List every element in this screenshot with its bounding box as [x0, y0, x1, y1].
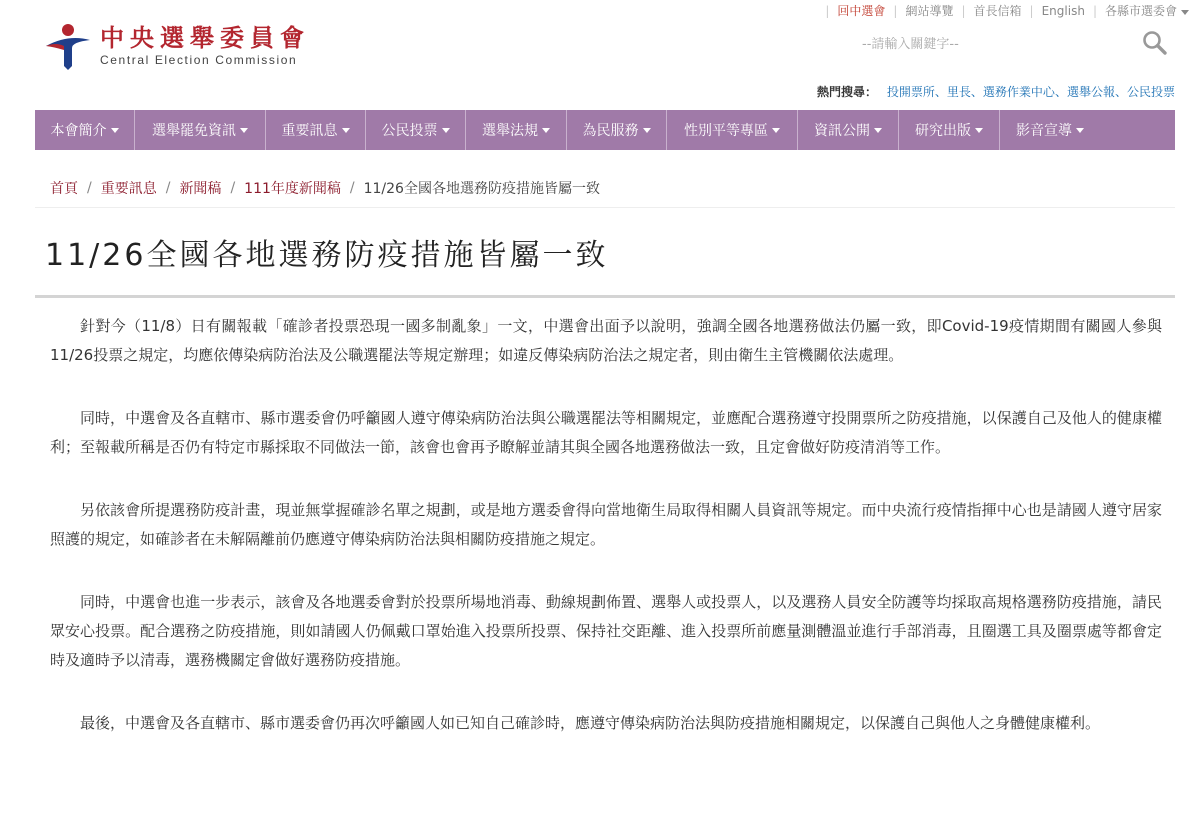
nav-item-label: 選舉法規 [482, 123, 538, 139]
article-body [50, 312, 1162, 772]
article-paragraph: 針對今（11/8）日有關報載「確診者投票恐現一國多制亂象」一文，中選會出面予以說明，強調全國各地選務做法仍屬一致，即Covid-19疫情期間有關國人參與11/26投票之規定，均應依傳染病防治法及公職選罷法等規定辦理；如違反傳染病防治法之規定者，則由衛生主管機關依法處理。 [50, 317, 1162, 364]
separator: 、 [970, 85, 983, 99]
nav-item-label: 選舉罷免資訊 [152, 123, 236, 139]
hot-search-label: 熱門搜尋： [817, 85, 878, 99]
ballot-figure-icon [42, 20, 94, 70]
logo-chinese-name: 中央選舉委員會 [100, 22, 310, 52]
nav-item-services[interactable] [567, 110, 667, 150]
toplink-home[interactable]: 回中選會 [837, 4, 886, 18]
county-committees-label: 各縣市選委會 [1104, 4, 1177, 18]
caret-down-icon [1181, 10, 1189, 15]
logo-english-name: Central Election Commission [100, 52, 298, 67]
search-input[interactable] [862, 37, 1122, 52]
toplink-english[interactable]: English [1041, 3, 1085, 18]
separator: / [165, 180, 171, 196]
breadcrumb-press-releases[interactable]: 新聞稿 [179, 181, 222, 197]
breadcrumb-home[interactable]: 首頁 [50, 181, 78, 197]
separator: 、 [934, 85, 947, 99]
utility-links [817, 2, 1189, 19]
page-title: 11/26全國各地選務防疫措施皆屬一致 [45, 238, 609, 273]
caret-down-icon [772, 128, 780, 133]
article-paragraph: 最後，中選會及各直轄市、縣市選委會仍再次呼籲國人如已知自己確診時，應遵守傳染病防治法與防疫措施相關規定，以保護自己與他人之身體健康權利。 [80, 714, 1101, 732]
nav-item-label: 研究出版 [915, 123, 971, 139]
article-paragraph: 同時，中選會及各直轄市、縣市選委會仍呼籲國人遵守傳染病防治法與公職選罷法等相關規定，並應配合選務遵守投開票所之防疫措施，以保護自己及他人的健康權利；至報載所稱是否仍有特定市縣採取不同做法一節，該會也會再予瞭解並請其與全國各地選務做法一致，且定會做好防疫清消等工作。 [50, 409, 1162, 456]
nav-item-label: 本會簡介 [50, 123, 107, 139]
nav-item-elections[interactable] [135, 110, 266, 150]
separator: | [1092, 3, 1097, 18]
separator: 、 [1114, 85, 1127, 99]
search-box [862, 30, 1172, 58]
breadcrumb [50, 178, 600, 198]
caret-down-icon [111, 128, 119, 133]
separator: / [230, 180, 236, 196]
logo-text [100, 24, 310, 67]
toplink-mailbox[interactable]: 首長信箱 [973, 4, 1022, 18]
nav-item-gender-equality[interactable] [667, 110, 798, 150]
nav-item-label: 重要訊息 [281, 123, 338, 139]
nav-item-label: 資訊公開 [814, 123, 870, 139]
caret-down-icon [542, 128, 550, 133]
hot-search [817, 83, 1175, 100]
nav-item-label: 影音宣導 [1016, 123, 1072, 139]
divider [35, 207, 1175, 208]
caret-down-icon [240, 128, 248, 133]
separator: / [87, 180, 92, 196]
nav-item-label: 公民投票 [381, 123, 438, 139]
caret-down-icon [342, 128, 350, 133]
breadcrumb-news[interactable]: 重要訊息 [100, 181, 157, 197]
breadcrumb-current: 11/26全國各地選務防疫措施皆屬一致 [363, 181, 600, 197]
hot-search-item[interactable]: 投開票所 [886, 85, 935, 99]
article-paragraph: 另依該會所提選務防疫計畫，現並無掌握確診名單之規劃，或是地方選委會得向當地衛生局取得相關人員資訊等規定。而中央流行疫情指揮中心也是請國人遵守居家照護的規定，如確診者在未解隔離前仍應遵守傳染病防治法與相關防疫措施之規定。 [50, 501, 1162, 548]
nav-item-label: 為民服務 [582, 123, 639, 139]
separator: | [893, 3, 898, 18]
nav-item-label: 性別平等專區 [684, 123, 768, 139]
caret-down-icon [442, 128, 450, 133]
separator: | [961, 3, 966, 18]
hot-search-item[interactable]: 選舉公報 [1066, 85, 1115, 99]
hot-search-item[interactable]: 公民投票 [1126, 85, 1175, 99]
breadcrumb-year[interactable]: 111年度新聞稿 [244, 181, 341, 197]
toplink-sitemap[interactable]: 網站導覽 [905, 4, 954, 18]
nav-item-information[interactable] [798, 110, 899, 150]
separator: / [349, 180, 355, 196]
nav-item-referendum[interactable] [366, 110, 466, 150]
separator: | [1029, 3, 1034, 18]
main-nav [35, 110, 1175, 150]
separator: | [825, 3, 830, 18]
nav-item-about[interactable] [35, 110, 135, 150]
nav-item-media[interactable] [1000, 110, 1100, 150]
article-paragraph: 同時，中選會也進一步表示，該會及各地選委會對於投票所場地消毒、動線規劃佈置、選舉人或投票人，以及選務人員安全防護等均採取高規格選務防疫措施，請民眾安心投票。配合選務之防疫措施，則如請國人仍佩戴口罩始進入投票所投票、保持社交距離、進入投票所前應量測體溫並進行手部消毒，且圈選工具及圈票處等都會定時及適時予以清毒，選務機關定會做好選務防疫措施。 [50, 593, 1162, 669]
site-logo[interactable] [42, 20, 310, 70]
nav-item-publications[interactable] [899, 110, 1000, 150]
caret-down-icon [975, 128, 983, 133]
caret-down-icon [643, 128, 651, 133]
hot-search-item[interactable]: 選務作業中心 [982, 85, 1055, 99]
caret-down-icon [874, 128, 882, 133]
separator: 、 [1054, 85, 1067, 99]
divider [35, 295, 1175, 298]
toplink-county-committees[interactable] [1105, 2, 1189, 19]
magnifier-icon[interactable] [1142, 30, 1168, 56]
caret-down-icon [1076, 128, 1084, 133]
nav-item-news[interactable] [266, 110, 366, 150]
nav-item-laws[interactable] [466, 110, 567, 150]
hot-search-item[interactable]: 里長 [946, 85, 971, 99]
